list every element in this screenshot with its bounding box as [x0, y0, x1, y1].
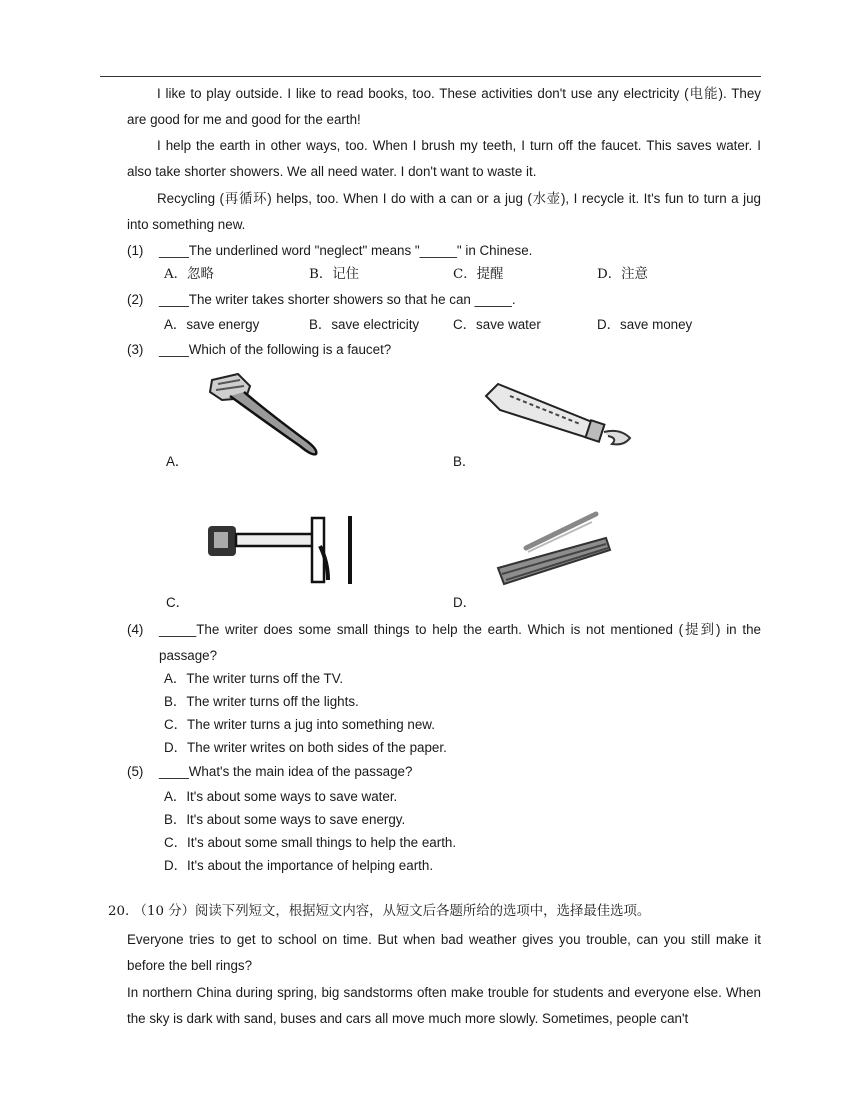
question-number: (4) [127, 622, 144, 637]
option-a[interactable]: A．The writer turns off the TV. [164, 671, 344, 686]
question-text: ____The writer takes shorter showers so that he can _____. [159, 292, 516, 307]
question-number: (5) [127, 764, 144, 779]
header-rule [100, 76, 761, 77]
option-a[interactable]: A．save energy [164, 317, 260, 332]
question-text: ____Which of the following is a faucet? [159, 342, 392, 357]
section-20-paragraph-1: Everyone tries to get to school on time. But when bad weather gives you trouble, can you still make it before the bell rings? [127, 932, 761, 973]
question-3 [127, 340, 761, 360]
option-b[interactable]: B．The writer turns off the lights. [164, 694, 359, 709]
section-20-header: 20. （10 分）阅读下列短文，根据短文内容，从短文后各题所给的选项中，选择最佳选项。 [108, 904, 651, 919]
section-20-paragraph-2: In northern China during spring, big sandstorms often make trouble for students and everyone else. When the sky is dark with sand, buses and cars all move much more slowly. Sometimes, people can't [127, 985, 761, 1026]
option-c[interactable]: C．提醒 [453, 267, 504, 282]
question-1 [127, 241, 761, 261]
question-5 [127, 762, 761, 782]
option-c-label[interactable]: C． [166, 595, 190, 610]
question-number: (1) [127, 243, 144, 258]
option-d[interactable]: D．注意 [597, 267, 648, 282]
option-a[interactable]: A．It's about some ways to save water. [164, 789, 398, 804]
option-d[interactable]: D．The writer writes on both sides of the paper. [164, 740, 447, 755]
option-d[interactable]: D．save money [597, 317, 693, 332]
question-text: _____The writer does some small things to help the earth. Which is not mentioned (提到) in the passage? [159, 622, 761, 663]
question-4 [127, 617, 761, 669]
tooth-floss-image [488, 488, 618, 598]
option-c[interactable]: C．It's about some small things to help the earth. [164, 835, 457, 850]
question-text: ____What's the main idea of the passage? [159, 764, 413, 779]
question-text: ____The underlined word "neglect" means "_____" in Chinese. [159, 243, 533, 258]
option-b[interactable]: B．save electricity [309, 317, 420, 332]
option-b-label[interactable]: B． [453, 454, 476, 469]
toothpaste-image [480, 376, 640, 456]
toothbrush-image [200, 368, 330, 464]
option-b[interactable]: B．记住 [309, 267, 360, 282]
passage-paragraph-1: I like to play outside. I like to read books, too. These activities don't use any electricity (电能). They are good for me and good for the earth! [127, 86, 761, 127]
faucet-image [200, 512, 360, 592]
option-b[interactable]: B．It's about some ways to save energy. [164, 812, 406, 827]
passage-paragraph-2: I help the earth in other ways, too. When I brush my teeth, I turn off the faucet. This saves water. I also take shorter showers. We all need water. I don't want to waste it. [127, 138, 761, 179]
option-c[interactable]: C．The writer turns a jug into something new. [164, 717, 435, 732]
option-a[interactable]: A．忽略 [164, 267, 214, 282]
option-a-label[interactable]: A． [166, 454, 189, 469]
passage-paragraph-3: Recycling (再循环) helps, too. When I do with a can or a jug (水壶), I recycle it. It's fun to turn a jug into something new. [127, 191, 761, 232]
option-d-label[interactable]: D． [453, 595, 477, 610]
question-number: (2) [127, 292, 144, 307]
option-c[interactable]: C．save water [453, 317, 541, 332]
question-number: (3) [127, 342, 144, 357]
question-2 [127, 290, 761, 310]
option-d[interactable]: D．It's about the importance of helping earth. [164, 858, 434, 873]
